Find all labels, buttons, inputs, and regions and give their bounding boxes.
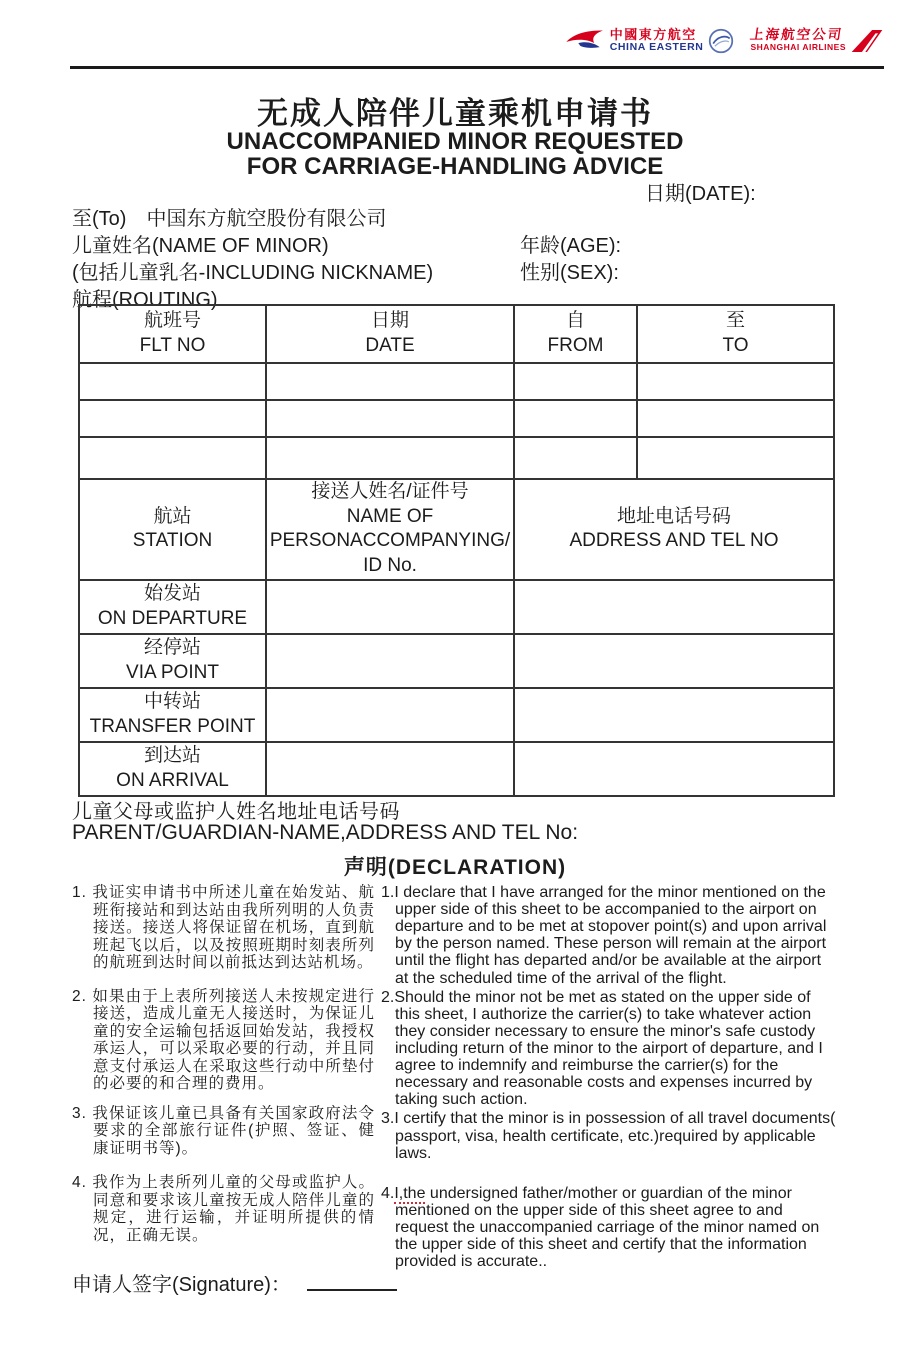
- address-cell: [514, 742, 834, 796]
- station-header-row: [79, 479, 834, 580]
- declaration-en-item-4: 4.I,the undersigned father/mother or guardian of the minor mentioned on the upper side of this sheet agree to and request the unaccompanied carriage of the minor named on the upper side of this sheet and certify that the information provided is accurate..: [381, 1184, 820, 1271]
- person-cell: [266, 742, 514, 796]
- china-eastern-logo: [565, 27, 735, 54]
- address-cell: [514, 634, 834, 688]
- transfer-point-row: [79, 688, 834, 742]
- routing-cell: [514, 437, 637, 479]
- routing-cell: [266, 400, 514, 437]
- routing-cell: [79, 437, 266, 479]
- form-title-en: [0, 130, 910, 180]
- routing-row-1: [79, 363, 834, 400]
- form-title-en-line2: FOR CARRIAGE-HANDLING ADVICE: [246, 153, 664, 180]
- shanghai-airlines-wordmark: [750, 28, 846, 52]
- parent-guardian-label-cn: 儿童父母或监护人姓名地址电话号码: [72, 801, 400, 823]
- spellcheck-underline: I,the: [394, 1184, 426, 1202]
- routing-header-row: [79, 305, 834, 363]
- signature-label: 申请人签字(Signature)：: [72, 1274, 291, 1296]
- routing-row-2: [79, 400, 834, 437]
- shanghai-airlines-name-cn: 上海航空公司: [749, 27, 845, 43]
- routing-cell: [514, 400, 637, 437]
- declaration-cn-item-3: 3. 我保证该儿童已具备有关国家政府法令要求的全部旅行证件(护照、签证、健康证明书等)。: [72, 1104, 375, 1157]
- station-header: 航站 STATION: [79, 479, 266, 580]
- transfer-point-label: 中转站 TRANSFER POINT: [79, 688, 266, 742]
- on-departure-row: [79, 580, 834, 634]
- minor-name-label: 儿童姓名(NAME OF MINOR): [72, 235, 329, 257]
- form-title-en-line1: UNACCOMPANIED MINOR REQUESTED: [226, 128, 684, 155]
- china-eastern-wordmark: [610, 28, 704, 53]
- declaration-cn-item-4: 4. 我作为上表所列儿童的父母或监护人。同意和要求该儿童按无成人陪伴儿童的规定，进行运输，并证明所提供的情况，正确无误。: [72, 1174, 375, 1244]
- signature-line: [307, 1270, 397, 1291]
- routing-cell: [637, 400, 834, 437]
- address-cell: [514, 688, 834, 742]
- globe-emblem-icon: [708, 28, 734, 54]
- nickname-label: (包括儿童乳名-INCLUDING NICKNAME): [72, 262, 434, 284]
- declaration-heading: 声明(DECLARATION): [343, 856, 567, 879]
- routing-cell: [266, 437, 514, 479]
- declaration-cn-item-1: 1. 我证实申请书中所述儿童在始发站、航班衔接站和到达站由我所列明的人负责接送。接送人将保证留在机场，直到航班起飞以后，以及按照班期时刻表所列的航班到达时间以前抵达到达站机场。: [72, 884, 375, 971]
- date-header: 日期 DATE: [266, 305, 514, 363]
- person-cell: [266, 580, 514, 634]
- declaration-cn-item-2: 2. 如果由于上表所列接送人未按规定进行接送，造成儿童无人接送时，为保证儿童的安全运输包括返回始发站，我授权承运人，可以采取必要的行动，并且同意支付承运人在采取这些行动中所垫付的必要的和合理的费用。: [72, 987, 375, 1092]
- flt-no-header: 航班号 FLT NO: [79, 305, 266, 363]
- declaration-cn-column: [72, 884, 375, 1270]
- via-point-row: [79, 634, 834, 688]
- person-cell: [266, 634, 514, 688]
- china-eastern-name-en: CHINA EASTERN: [609, 40, 704, 53]
- shanghai-airlines-logo: [750, 28, 884, 54]
- tailfin-icon: [850, 28, 884, 54]
- person-header: 接送人姓名/证件号 NAME OF PERSONACCOMPANYING/ ID No.: [266, 479, 514, 580]
- header-rule: [70, 66, 884, 69]
- on-departure-label: 始发站 ON DEPARTURE: [79, 580, 266, 634]
- airline-logos-header: [565, 27, 884, 54]
- routing-cell: [637, 437, 834, 479]
- declaration-en-column: [381, 884, 838, 1270]
- age-label: 年龄(AGE):: [520, 235, 622, 257]
- date-label: 日期(DATE):: [645, 183, 756, 205]
- to-header: 至 TO: [637, 305, 834, 363]
- via-point-label: 经停站 VIA POINT: [79, 634, 266, 688]
- on-arrival-row: [79, 742, 834, 796]
- flight-info-table: [78, 304, 835, 797]
- from-header: 自 FROM: [514, 305, 637, 363]
- declaration-en-item-2: 2.Should the minor not be met as stated on the upper side of this sheet, I authorize the carrier(s) to take whatever action they consider necessary to ensure the minor's safe custody including return of the minor to the airport of departure, and I agree to indemnify and reimburse the carrier(s) for the necessary and reasonable costs and expenses incurred by taking such action.: [381, 988, 823, 1109]
- sex-label: 性别(SEX):: [520, 262, 619, 284]
- swallow-icon: [565, 27, 605, 54]
- declaration-section: [72, 884, 838, 1270]
- routing-cell: [514, 363, 637, 400]
- signature-row: [72, 1268, 397, 1297]
- routing-label: 航程(ROUTING): [72, 289, 218, 311]
- on-arrival-label: 到达站 ON ARRIVAL: [79, 742, 266, 796]
- china-eastern-name-cn: 中國東方航空: [609, 27, 697, 43]
- address-header: 地址电话号码 ADDRESS AND TEL NO: [514, 479, 834, 580]
- person-cell: [266, 688, 514, 742]
- routing-cell: [79, 400, 266, 437]
- shanghai-airlines-name-en: SHANGHAI AIRLINES: [750, 42, 846, 53]
- routing-cell: [266, 363, 514, 400]
- routing-row-3: [79, 437, 834, 479]
- form-title-cn: 无成人陪伴儿童乘机申请书: [257, 96, 653, 131]
- to-line: 至(To) 中国东方航空股份有限公司: [72, 208, 387, 230]
- routing-cell: [79, 363, 266, 400]
- address-cell: [514, 580, 834, 634]
- routing-cell: [637, 363, 834, 400]
- declaration-en-item-3: 3.I certify that the minor is in possession of all travel documents( passport, visa, health certificate, etc.)required by applicable laws.: [381, 1110, 836, 1162]
- declaration-en-item-1: 1.I declare that I have arranged for the minor mentioned on the upper side of this sheet to be accompanied to the airport on departure and to be met at stopover point(s) and upon arrival by the person named. These person will remain at the airport until the flight has departed and/or be available at the airport at the scheduled time of the arrival of the flight.: [381, 884, 827, 987]
- parent-guardian-label-en: PARENT/GUARDIAN-NAME,ADDRESS AND TEL No:: [72, 821, 579, 844]
